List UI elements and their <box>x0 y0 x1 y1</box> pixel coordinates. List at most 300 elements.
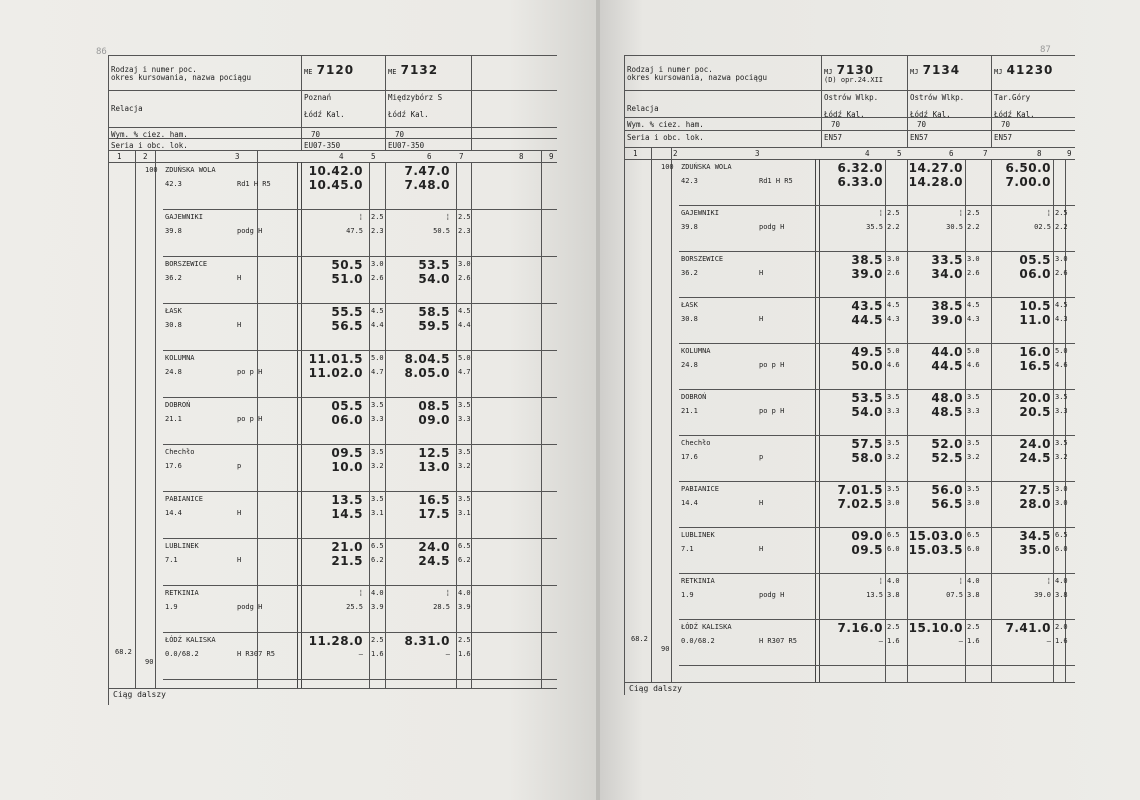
running-time: 4.6 <box>1055 361 1068 369</box>
running-time: 5.0 <box>887 347 900 355</box>
train-number: MJ 7130 <box>824 63 875 77</box>
column-number: 8 <box>519 152 524 161</box>
station-name: DOBROŃ <box>165 401 191 409</box>
departure-time: 7.47.0 <box>404 164 450 178</box>
running-time: 3.5 <box>1055 439 1068 447</box>
departure-time: 51.0 <box>331 272 363 286</box>
running-time: 6.5 <box>371 542 384 550</box>
station-name: ŁÓDŹ KALISKA <box>165 636 216 644</box>
column-rule <box>907 159 908 682</box>
departure-time: 28.0 <box>1019 497 1051 511</box>
column-rule <box>297 162 302 688</box>
running-time: 2.5 <box>371 636 384 644</box>
station-name: BORSZEWICE <box>681 255 724 263</box>
station-km: 24.8 <box>681 361 698 369</box>
running-time: 3.2 <box>458 462 471 470</box>
column-rule <box>991 55 992 147</box>
train-to: Łódź Kal. <box>304 110 345 119</box>
train-to: Łódź Kal. <box>388 110 429 119</box>
departure-time: 58.5 <box>418 305 450 319</box>
column-number: 9 <box>549 152 554 161</box>
station-name: LUBLINEK <box>165 542 199 550</box>
departure-time: 05.5 <box>331 399 363 413</box>
running-time: 3.5 <box>887 439 900 447</box>
running-time: 6.0 <box>887 545 900 553</box>
station-name: KOLUMNA <box>681 347 711 355</box>
running-time: 6.5 <box>887 531 900 539</box>
station-name: KOLUMNA <box>165 354 195 362</box>
running-time: 3.5 <box>458 401 471 409</box>
station-marks: podg H <box>237 603 263 611</box>
row-rule <box>679 619 1075 620</box>
column-rule <box>541 150 542 688</box>
running-time: 3.5 <box>967 485 980 493</box>
running-time: 2.5 <box>1055 209 1068 217</box>
departure-time: 24.0 <box>1019 437 1051 451</box>
departure-time: 10.0 <box>331 460 363 474</box>
departure-time: 52.5 <box>931 451 963 465</box>
row-rule <box>163 585 557 586</box>
running-time: 3.5 <box>887 393 900 401</box>
station-km: 30.8 <box>681 315 698 323</box>
departure-time: 7.01.5 <box>837 483 883 497</box>
departure-time: 39.0 <box>931 313 963 327</box>
station-marks: H <box>237 556 242 564</box>
column-number: 3 <box>755 149 760 158</box>
table-rule <box>625 90 1075 91</box>
column-number: 7 <box>459 152 464 161</box>
running-time: 5.0 <box>1055 347 1068 355</box>
line-number: 100 <box>661 163 674 171</box>
running-time: 4.0 <box>967 577 980 585</box>
departure-time: 11.01.5 <box>308 352 363 366</box>
departure-time: 44.5 <box>851 313 883 327</box>
departure-time: 50.5 <box>433 227 450 235</box>
column-number: 2 <box>673 149 678 158</box>
running-time: 2.6 <box>967 269 980 277</box>
running-time: 3.0 <box>458 260 471 268</box>
station-marks: podg H <box>759 591 785 599</box>
running-time: 4.3 <box>967 315 980 323</box>
running-time: 2.3 <box>371 227 384 235</box>
row-rule <box>679 435 1075 436</box>
column-rule <box>1065 159 1066 682</box>
row-rule <box>109 688 557 689</box>
station-marks: Rd1 H R5 <box>237 180 271 188</box>
station-name: BORSZEWICE <box>165 260 208 268</box>
station-name: GAJEWNIKI <box>165 213 203 221</box>
running-time: 2.6 <box>458 274 471 282</box>
departure-time: 16.5 <box>1019 359 1051 373</box>
running-time: 3.3 <box>967 407 980 415</box>
column-number: 6 <box>427 152 432 161</box>
running-time: 3.1 <box>458 509 471 517</box>
departure-time: — <box>445 650 450 658</box>
departure-time: 58.0 <box>851 451 883 465</box>
running-time: 3.5 <box>967 439 980 447</box>
running-time: 3.2 <box>887 453 900 461</box>
running-time: 6.5 <box>967 531 980 539</box>
table-rule <box>109 55 557 56</box>
header-label: okres kursowania, nazwa pociągu <box>111 73 251 82</box>
station-km: 39.8 <box>165 227 182 235</box>
footer-note: Ciąg dalszy <box>629 684 682 693</box>
running-time: 3.0 <box>887 499 900 507</box>
station-marks: podg H <box>237 227 263 235</box>
station-name: ŁASK <box>681 301 698 309</box>
footer-note: Ciąg dalszy <box>113 690 166 699</box>
departure-time: 09.0 <box>851 529 883 543</box>
train-from: Ostrów Wlkp. <box>910 93 965 102</box>
running-time: 2.0 <box>1055 623 1068 631</box>
line-number: 90 <box>661 645 670 653</box>
header-label: okres kursowania, nazwa pociągu <box>627 73 767 82</box>
running-time: 2.6 <box>887 269 900 277</box>
table-rule <box>625 159 1075 160</box>
running-time: 4.4 <box>458 321 471 329</box>
column-rule <box>135 150 136 688</box>
row-rule <box>679 389 1075 390</box>
line-number: 100 <box>145 166 158 174</box>
train-number: MJ 7134 <box>910 63 961 77</box>
station-km: 7.1 <box>165 556 178 564</box>
departure-time: 7.02.5 <box>837 497 883 511</box>
station-marks: H R307 R5 <box>759 637 797 645</box>
running-time: 2.2 <box>1055 223 1068 231</box>
station-marks: H <box>759 315 764 323</box>
header-label: Rodzaj i numer poc. <box>111 65 197 74</box>
station-name: Chechło <box>165 448 195 456</box>
header-label: Seria i obc. lok. <box>111 141 188 150</box>
running-time: 3.5 <box>371 401 384 409</box>
departure-time: 7.00.0 <box>1005 175 1051 189</box>
running-time: 3.3 <box>1055 407 1068 415</box>
departure-time: ¦ <box>358 213 363 221</box>
departure-time: 14.27.0 <box>908 161 963 175</box>
station-km: 14.4 <box>681 499 698 507</box>
column-rule <box>301 55 302 150</box>
train-loco: EU07-350 <box>304 141 341 150</box>
station-km: 30.8 <box>165 321 182 329</box>
departure-time: 02.5 <box>1034 223 1051 231</box>
running-time: 3.0 <box>371 260 384 268</box>
train-loco: EN57 <box>824 133 843 142</box>
row-rule <box>679 251 1075 252</box>
station-marks: po p H <box>759 361 785 369</box>
column-number: 4 <box>865 149 870 158</box>
departure-time: 21.5 <box>331 554 363 568</box>
departure-time: 14.5 <box>331 507 363 521</box>
departure-time: — <box>878 637 883 645</box>
train-extra: (D) opr.24.XII <box>824 76 884 84</box>
departure-time: ¦ <box>878 209 883 217</box>
departure-time: 09.0 <box>418 413 450 427</box>
station-marks: po p H <box>237 368 263 376</box>
header-label: Wym. % ciez. ham. <box>111 130 188 139</box>
running-time: 2.6 <box>1055 269 1068 277</box>
station-name: LUBLINEK <box>681 531 715 539</box>
running-time: 3.5 <box>371 448 384 456</box>
departure-time: 24.5 <box>418 554 450 568</box>
station-marks: H <box>237 321 242 329</box>
train-brake: 70 <box>831 120 841 129</box>
running-time: 2.5 <box>967 209 980 217</box>
table-rule <box>109 162 557 163</box>
column-rule <box>821 55 822 147</box>
station-name: PABIANICE <box>681 485 719 493</box>
departure-time: 53.5 <box>418 258 450 272</box>
line-number: 90 <box>145 658 154 666</box>
departure-time: 50.5 <box>331 258 363 272</box>
row-rule <box>163 397 557 398</box>
departure-time: ¦ <box>878 577 883 585</box>
table-rule <box>109 90 557 91</box>
train-number: ME 7132 <box>388 63 439 77</box>
column-rule <box>456 162 457 688</box>
column-rule <box>885 159 886 682</box>
station-marks: H <box>237 509 242 517</box>
row-rule <box>679 481 1075 482</box>
page-number: 86 <box>96 47 107 57</box>
row-rule <box>679 205 1075 206</box>
column-number: 9 <box>1067 149 1072 158</box>
running-time: 4.0 <box>887 577 900 585</box>
station-marks: H <box>759 499 764 507</box>
departure-time: 48.5 <box>931 405 963 419</box>
train-brake: 70 <box>395 130 405 139</box>
running-time: 3.3 <box>371 415 384 423</box>
km-total: 68.2 <box>115 648 132 656</box>
departure-time: 10.5 <box>1019 299 1051 313</box>
header-label: Relacja <box>627 104 659 113</box>
departure-time: 55.5 <box>331 305 363 319</box>
row-rule <box>163 679 557 680</box>
row-rule <box>163 632 557 633</box>
departure-time: 50.0 <box>851 359 883 373</box>
running-time: 5.0 <box>967 347 980 355</box>
departure-time: 34.5 <box>1019 529 1051 543</box>
station-name: ŁASK <box>165 307 182 315</box>
running-time: 4.5 <box>371 307 384 315</box>
running-time: 6.5 <box>458 542 471 550</box>
departure-time: 16.5 <box>418 493 450 507</box>
departure-time: 44.5 <box>931 359 963 373</box>
departure-time: 39.0 <box>1034 591 1051 599</box>
departure-time: 11.28.0 <box>308 634 363 648</box>
departure-time: 06.0 <box>1019 267 1051 281</box>
station-marks: po p H <box>237 415 263 423</box>
station-km: 42.3 <box>165 180 182 188</box>
departure-time: 24.0 <box>418 540 450 554</box>
running-time: 3.9 <box>458 603 471 611</box>
running-time: 3.5 <box>458 495 471 503</box>
table-rule <box>625 147 1075 148</box>
station-km: 14.4 <box>165 509 182 517</box>
running-time: 3.0 <box>967 499 980 507</box>
departure-time: 15.03.5 <box>908 543 963 557</box>
station-km: 36.2 <box>165 274 182 282</box>
departure-time: 54.0 <box>418 272 450 286</box>
departure-time: 56.5 <box>931 497 963 511</box>
train-brake: 70 <box>917 120 927 129</box>
train-to: Łódź Kal. <box>910 110 951 119</box>
running-time: 4.5 <box>887 301 900 309</box>
station-marks: Rd1 H R5 <box>759 177 793 185</box>
departure-time: 44.0 <box>931 345 963 359</box>
running-time: 2.5 <box>887 623 900 631</box>
station-name: ZDUŃSKA WOLA <box>681 163 732 171</box>
running-time: 2.5 <box>967 623 980 631</box>
header-label: Seria i obc. lok. <box>627 133 704 142</box>
running-time: 3.1 <box>371 509 384 517</box>
departure-time: 8.31.0 <box>404 634 450 648</box>
running-time: 4.5 <box>1055 301 1068 309</box>
train-from: Ostrów Wlkp. <box>824 93 879 102</box>
departure-time: 11.0 <box>1019 313 1051 327</box>
departure-time: 49.5 <box>851 345 883 359</box>
departure-time: 12.5 <box>418 446 450 460</box>
departure-time: — <box>358 650 363 658</box>
departure-time: 38.5 <box>851 253 883 267</box>
station-km: 42.3 <box>681 177 698 185</box>
running-time: 2.5 <box>371 213 384 221</box>
running-time: 1.6 <box>458 650 471 658</box>
departure-time: 8.04.5 <box>404 352 450 366</box>
departure-time: ¦ <box>358 589 363 597</box>
column-rule <box>1053 159 1054 682</box>
station-km: 36.2 <box>681 269 698 277</box>
departure-time: 30.5 <box>946 223 963 231</box>
departure-time: 7.41.0 <box>1005 621 1051 635</box>
departure-time: 7.48.0 <box>404 178 450 192</box>
running-time: 3.2 <box>371 462 384 470</box>
train-loco: EN57 <box>910 133 929 142</box>
table-rule <box>109 150 557 151</box>
column-rule <box>471 162 472 688</box>
column-rule <box>471 55 472 150</box>
column-rule <box>907 55 908 147</box>
row-rule <box>679 665 1075 666</box>
running-time: 2.2 <box>967 223 980 231</box>
departure-time: ¦ <box>445 589 450 597</box>
departure-time: 48.0 <box>931 391 963 405</box>
station-name: ŁÓDŹ KALISKA <box>681 623 732 631</box>
train-loco: EU07-350 <box>388 141 425 150</box>
departure-time: 25.5 <box>346 603 363 611</box>
train-brake: 70 <box>311 130 321 139</box>
departure-time: 28.5 <box>433 603 450 611</box>
running-time: 6.5 <box>1055 531 1068 539</box>
running-time: 3.3 <box>458 415 471 423</box>
row-rule <box>163 209 557 210</box>
station-name: ZDUŃSKA WOLA <box>165 166 216 174</box>
running-time: 3.8 <box>1055 591 1068 599</box>
running-time: 3.0 <box>1055 499 1068 507</box>
train-to: Łódź Kal. <box>994 110 1035 119</box>
departure-time: 47.5 <box>346 227 363 235</box>
column-number: 8 <box>1037 149 1042 158</box>
departure-time: 13.0 <box>418 460 450 474</box>
departure-time: 08.5 <box>418 399 450 413</box>
station-name: GAJEWNIKI <box>681 209 719 217</box>
running-time: 6.2 <box>458 556 471 564</box>
running-time: 4.4 <box>371 321 384 329</box>
departure-time: 7.16.0 <box>837 621 883 635</box>
running-time: 4.3 <box>1055 315 1068 323</box>
column-rule <box>815 159 820 682</box>
running-time: 3.0 <box>1055 485 1068 493</box>
column-number: 5 <box>897 149 902 158</box>
departure-time: 20.0 <box>1019 391 1051 405</box>
header-label: Relacja <box>111 104 143 113</box>
station-marks: H <box>237 274 242 282</box>
departure-time: 13.5 <box>331 493 363 507</box>
train-number: ME 7120 <box>304 63 355 77</box>
column-number: 2 <box>143 152 148 161</box>
departure-time: ¦ <box>1046 209 1051 217</box>
departure-time: 57.5 <box>851 437 883 451</box>
station-marks: p <box>759 453 764 461</box>
running-time: 3.5 <box>1055 393 1068 401</box>
column-rule <box>965 159 966 682</box>
departure-time: 05.5 <box>1019 253 1051 267</box>
column-rule <box>991 159 992 682</box>
row-rule <box>163 350 557 351</box>
departure-time: — <box>1046 637 1051 645</box>
departure-time: 56.0 <box>931 483 963 497</box>
running-time: 3.5 <box>967 393 980 401</box>
departure-time: 15.03.0 <box>908 529 963 543</box>
table-rule <box>625 55 1075 56</box>
page-number: 87 <box>1040 45 1051 55</box>
column-number: 1 <box>117 152 122 161</box>
column-number: 7 <box>983 149 988 158</box>
train-number: MJ 41230 <box>994 63 1054 77</box>
departure-time: ¦ <box>958 209 963 217</box>
right-page <box>600 0 1140 800</box>
train-to: Łódź Kal. <box>824 110 865 119</box>
running-time: 3.2 <box>1055 453 1068 461</box>
station-marks: H R307 R5 <box>237 650 275 658</box>
running-time: 3.8 <box>967 591 980 599</box>
departure-time: 24.5 <box>1019 451 1051 465</box>
departure-time: 38.5 <box>931 299 963 313</box>
running-time: 3.0 <box>1055 255 1068 263</box>
running-time: 1.6 <box>887 637 900 645</box>
station-km: 17.6 <box>681 453 698 461</box>
running-time: 6.0 <box>967 545 980 553</box>
station-km: 21.1 <box>681 407 698 415</box>
column-number: 4 <box>339 152 344 161</box>
timetable-left <box>108 55 557 705</box>
running-time: 4.0 <box>371 589 384 597</box>
table-rule <box>625 130 1075 131</box>
row-rule <box>163 303 557 304</box>
column-rule <box>155 150 156 688</box>
departure-time: ¦ <box>445 213 450 221</box>
row-rule <box>679 297 1075 298</box>
running-time: 2.2 <box>887 223 900 231</box>
table-rule <box>109 127 557 128</box>
running-time: 3.5 <box>887 485 900 493</box>
departure-time: 09.5 <box>331 446 363 460</box>
running-time: 1.6 <box>967 637 980 645</box>
departure-time: 8.05.0 <box>404 366 450 380</box>
running-time: 2.3 <box>458 227 471 235</box>
departure-time: 14.28.0 <box>908 175 963 189</box>
running-time: 4.6 <box>967 361 980 369</box>
departure-time: 35.0 <box>1019 543 1051 557</box>
